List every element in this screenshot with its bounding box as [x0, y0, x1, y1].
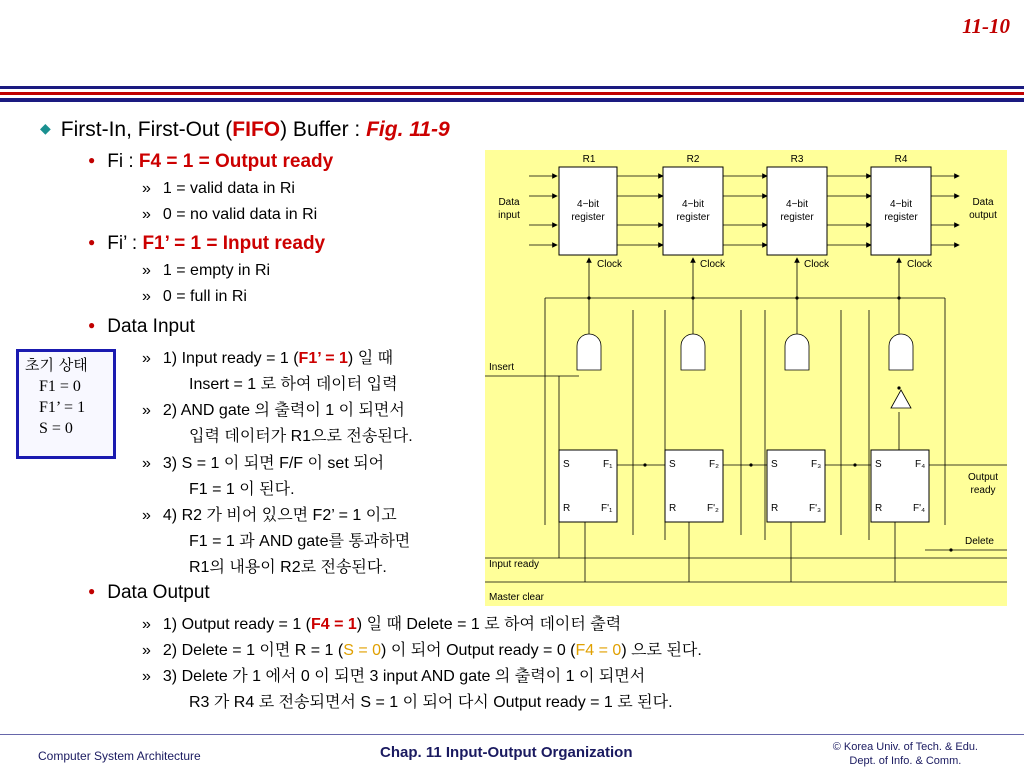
dot-bullet-icon: ● [88, 153, 96, 167]
initial-state-line-3: S = 0 [39, 420, 73, 437]
footer-copyright-1: © Korea Univ. of Tech. & Edu. [832, 741, 978, 753]
raquo-icon: » [142, 262, 151, 279]
fi-definition [88, 151, 333, 173]
register-r2 [663, 167, 723, 255]
r1-text-1: 4−bit [577, 199, 599, 210]
data-input-heading [88, 316, 195, 338]
data-input-step-4-cont-1: F1 = 1 과 AND gate를 통과하면 [189, 533, 411, 550]
fifo-diagram [485, 150, 1007, 606]
step-1-b: F1’ = 1 [298, 350, 348, 367]
delete-label: Delete [965, 536, 994, 547]
data-output-step-3-cont: R3 가 R4 로 전송되면서 S = 1 이 되어 다시 Output ready = 1 로 된다. [189, 694, 673, 711]
fi-prime-bold: F1’ = 1 = Input ready [142, 233, 326, 254]
r4-text-1: 4−bit [890, 199, 912, 210]
ff2-qp: F'₂ [707, 503, 719, 514]
ff2-q: F₂ [709, 459, 719, 470]
fi-item-1-text: 1 = valid data in Ri [162, 180, 295, 197]
heading-fifo: FIFO [232, 118, 281, 141]
footer-course: Computer System Architecture [38, 749, 201, 763]
heading-fig-ref: Fig. 11-9 [366, 118, 450, 141]
data-input-step-4 [142, 502, 397, 525]
initial-state-line-1: F1 = 0 [39, 378, 81, 395]
label-r1: R1 [582, 154, 596, 165]
ff4-s: S [875, 459, 882, 470]
footer-copyright-2: Dept. of Info. & Comm. [849, 755, 962, 767]
register-r3 [767, 167, 827, 255]
fi-bold: F4 = 1 = Output ready [138, 151, 334, 172]
step-1-c: ) 일 때 [347, 350, 394, 367]
header-rule-blue [0, 86, 1024, 89]
ff1-qp: F'₁ [601, 503, 613, 514]
ff1-s: S [563, 459, 570, 470]
raquo-icon: » [142, 642, 151, 659]
heading-prefix: First-In, First-Out ( [60, 118, 233, 141]
label-r4: R4 [894, 154, 908, 165]
step-3-text: 3) S = 1 이 되면 F/F 이 set 되어 [162, 455, 385, 472]
page-number: 11-10 [962, 14, 1010, 38]
raquo-icon: » [142, 455, 151, 472]
raquo-icon: » [142, 288, 151, 305]
dot-bullet-icon: ● [88, 318, 96, 332]
ff4-qp: F'₄ [913, 503, 926, 514]
footer-copyright [833, 740, 978, 768]
clock-label-2: Clock [700, 259, 726, 270]
data-input-step-2 [142, 397, 405, 420]
raquo-icon: » [142, 350, 151, 367]
master-clear-label: Master clear [489, 592, 545, 603]
ff4-r: R [875, 503, 883, 514]
out-1-c: ) 일 때 Delete = 1 로 하여 데이터 출력 [356, 616, 622, 633]
r1-text-2: register [571, 212, 605, 223]
clock-label-4: Clock [907, 259, 933, 270]
step-2-text: 2) AND gate 의 출력이 1 이 되면서 [162, 402, 405, 419]
and-gate-3 [785, 334, 809, 370]
out-2-c: ) 이 되어 Output ready = 0 ( [381, 642, 576, 659]
ff1-r: R [563, 503, 571, 514]
fi-prime-item-2-text: 0 = full in Ri [162, 288, 247, 305]
out-2-d: F4 = 0 [575, 642, 622, 659]
header-rule-red [0, 92, 1024, 95]
and-gate-4 [889, 334, 913, 370]
footer-chapter: Chap. 11 Input-Output Organization [380, 744, 633, 761]
label-r3: R3 [790, 154, 804, 165]
insert-label: Insert [489, 362, 515, 373]
raquo-icon: » [142, 180, 151, 197]
raquo-icon: » [142, 616, 151, 633]
data-input-label: Data Input [107, 316, 195, 337]
output-ready-label-1: Output [967, 472, 999, 483]
raquo-icon: » [142, 507, 151, 524]
fi-prime-item-2 [142, 288, 247, 306]
out-2-a: 2) Delete = 1 이면 R = 1 ( [162, 642, 344, 659]
heading-middle: ) Buffer : [280, 118, 367, 141]
data-output-step-3 [142, 663, 645, 686]
dot-bullet-icon: ● [88, 235, 96, 249]
fi-prime-item-1-text: 1 = empty in Ri [162, 262, 271, 279]
r4-text-2: register [884, 212, 918, 223]
step-1-a: 1) Input ready = 1 ( [162, 350, 299, 367]
fi-item-2-text: 0 = no valid data in Ri [162, 206, 318, 223]
clock-label-3: Clock [804, 259, 830, 270]
ff2-r: R [669, 503, 677, 514]
data-input-step-1 [142, 345, 393, 368]
diamond-bullet-icon: ◆ [40, 120, 51, 136]
step-4-text: 4) R2 가 비어 있으면 F2’ = 1 이고 [162, 507, 397, 524]
data-output-label-1: Data [972, 197, 994, 208]
ff1-q: F₁ [603, 459, 613, 470]
ff3-qp: F'₃ [809, 503, 822, 514]
register-r4 [871, 167, 931, 255]
fi-item-2 [142, 206, 317, 224]
fi-prime-item-1 [142, 262, 270, 280]
data-output-label-2: output [969, 210, 997, 221]
initial-state-line-2: F1’ = 1 [39, 399, 86, 416]
fi-item-1 [142, 180, 295, 198]
input-ready-label: Input ready [489, 559, 540, 570]
out-2-b: S = 0 [343, 642, 382, 659]
output-ready-label-2: ready [970, 485, 996, 496]
data-input-label-1: Data [498, 197, 520, 208]
label-r2: R2 [686, 154, 700, 165]
register-r1 [559, 167, 617, 255]
initial-state-title: 초기 상태 [25, 356, 88, 374]
data-output-step-2 [142, 637, 702, 660]
data-output-label: Data Output [107, 582, 210, 603]
data-output-step-1 [142, 611, 621, 634]
data-input-step-1-cont: Insert = 1 로 하여 데이터 입력 [189, 376, 398, 393]
raquo-icon: » [142, 668, 151, 685]
fi-prime-prefix: Fi’ : [107, 233, 143, 254]
footer-rule [0, 734, 1024, 735]
header-rule-blue-2 [0, 98, 1024, 102]
data-input-label-2: input [498, 210, 520, 221]
initial-state-box [16, 349, 116, 459]
clock-label-1: Clock [597, 259, 623, 270]
data-input-step-3 [142, 450, 384, 473]
and-gate-2 [681, 334, 705, 370]
fi-prefix: Fi : [107, 151, 139, 172]
slide-heading [40, 118, 450, 142]
ff3-r: R [771, 503, 779, 514]
out-1-b: F4 = 1 [310, 616, 357, 633]
and-gate-1 [577, 334, 601, 370]
r2-text-1: 4−bit [682, 199, 704, 210]
fi-prime-definition [88, 233, 325, 255]
r3-text-1: 4−bit [786, 199, 808, 210]
data-input-step-4-cont-2: R1의 내용이 R2로 전송된다. [189, 559, 387, 576]
ff2-s: S [669, 459, 676, 470]
r3-text-2: register [780, 212, 814, 223]
data-input-step-3-cont: F1 = 1 이 된다. [189, 481, 295, 498]
ff3-q: F₃ [811, 459, 822, 470]
r2-text-2: register [676, 212, 710, 223]
dot-bullet-icon: ● [88, 584, 96, 598]
data-output-heading [88, 582, 210, 604]
out-2-e: ) 으로 된다. [621, 642, 702, 659]
ff3-s: S [771, 459, 778, 470]
data-input-step-2-cont: 입력 데이터가 R1으로 전송된다. [189, 428, 413, 445]
out-1-a: 1) Output ready = 1 ( [162, 616, 311, 633]
raquo-icon: » [142, 206, 151, 223]
out-3-text: 3) Delete 가 1 에서 0 이 되면 3 input AND gate 의 출력이 1 이 되면서 [162, 668, 646, 685]
ff4-q: F₄ [915, 459, 926, 470]
raquo-icon: » [142, 402, 151, 419]
